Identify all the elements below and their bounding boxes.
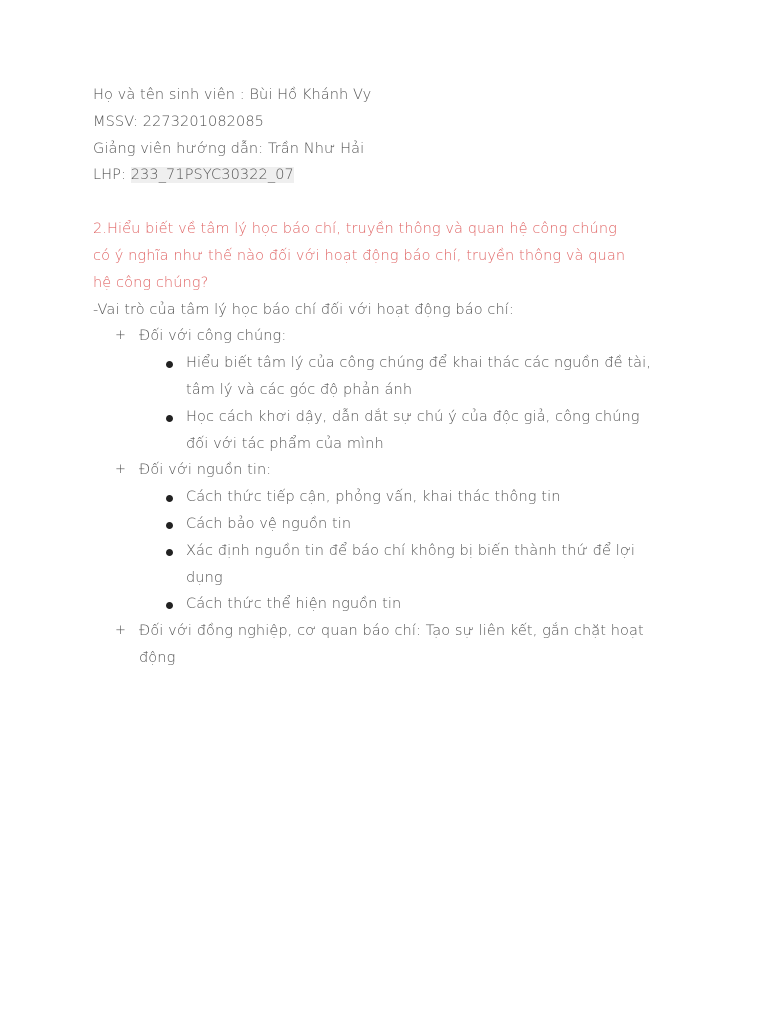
list-item-line: Học cách khơi dậy, dẫn dắt sự chú ý của độc giả, công chúng (186, 408, 640, 425)
section-title: Đối với công chúng: (139, 328, 287, 345)
class-code-value: 233_71PSYC30322_07 (130, 167, 294, 184)
plus-marker-icon: + (115, 623, 126, 639)
section-title-line: Đối với đồng nghiệp, cơ quan báo chí: Tạo sự liên kết, gắn chặt hoạt (139, 623, 644, 640)
document-page (93, 82, 678, 672)
list-item-line: tâm lý và các góc độ phản ánh (186, 381, 413, 398)
plus-marker-icon: + (115, 328, 126, 344)
list-item-line: Cách thức tiếp cận, phỏng vấn, khai thác thông tin (186, 489, 561, 506)
list-item (93, 591, 678, 618)
list-item-line: Cách thức thể hiện nguồn tin (186, 596, 402, 613)
list-item-line: dụng (186, 569, 223, 586)
student-id: MSSV: 2273201082085 (93, 113, 264, 130)
list-item-line: Hiểu biết tâm lý của công chúng để khai thác các nguồn đề tài, (186, 355, 651, 372)
section-audience (93, 323, 678, 350)
question-heading (93, 216, 678, 296)
class-code-label: LHP: (93, 167, 131, 184)
section-title-line: động (139, 649, 176, 666)
student-name: Họ và tên sinh viên : Bùi Hồ Khánh Vy (93, 87, 372, 103)
section-colleagues (93, 618, 678, 672)
list-item (93, 404, 678, 458)
list-item-line: Xác định nguồn tin để báo chí không bị biến thành thứ để lợi (186, 542, 636, 559)
list-item (93, 538, 678, 592)
bullet-dot-icon (166, 415, 173, 422)
bullet-dot-icon (166, 361, 173, 368)
list-item-line: Cách bảo vệ nguồn tin (186, 515, 352, 532)
question-line: 2.Hiểu biết về tâm lý học báo chí, truyền thông và quan hệ công chúng (93, 221, 617, 238)
class-code-line (93, 162, 678, 189)
bullet-dot-icon (166, 549, 173, 556)
section-title: Đối với nguồn tin: (139, 462, 272, 479)
list-item-line: đối với tác phẩm của mình (186, 435, 384, 452)
plus-marker-icon: + (115, 462, 126, 478)
bullet-dot-icon (166, 602, 173, 609)
bullet-dot-icon (166, 522, 173, 529)
list-item (93, 484, 678, 511)
lecturer-name: Giảng viên hướng dẫn: Trần Như Hải (93, 140, 365, 157)
question-line: hệ công chúng? (93, 274, 209, 291)
section-sources (93, 457, 678, 484)
bullet-dot-icon (166, 495, 173, 502)
list-item (93, 511, 678, 538)
answer-intro: -Vai trò của tâm lý học báo chí đối với hoạt động báo chí: (93, 301, 514, 318)
list-item (93, 350, 678, 404)
question-line: có ý nghĩa như thế nào đối với hoạt động báo chí, truyền thông và quan (93, 247, 626, 264)
